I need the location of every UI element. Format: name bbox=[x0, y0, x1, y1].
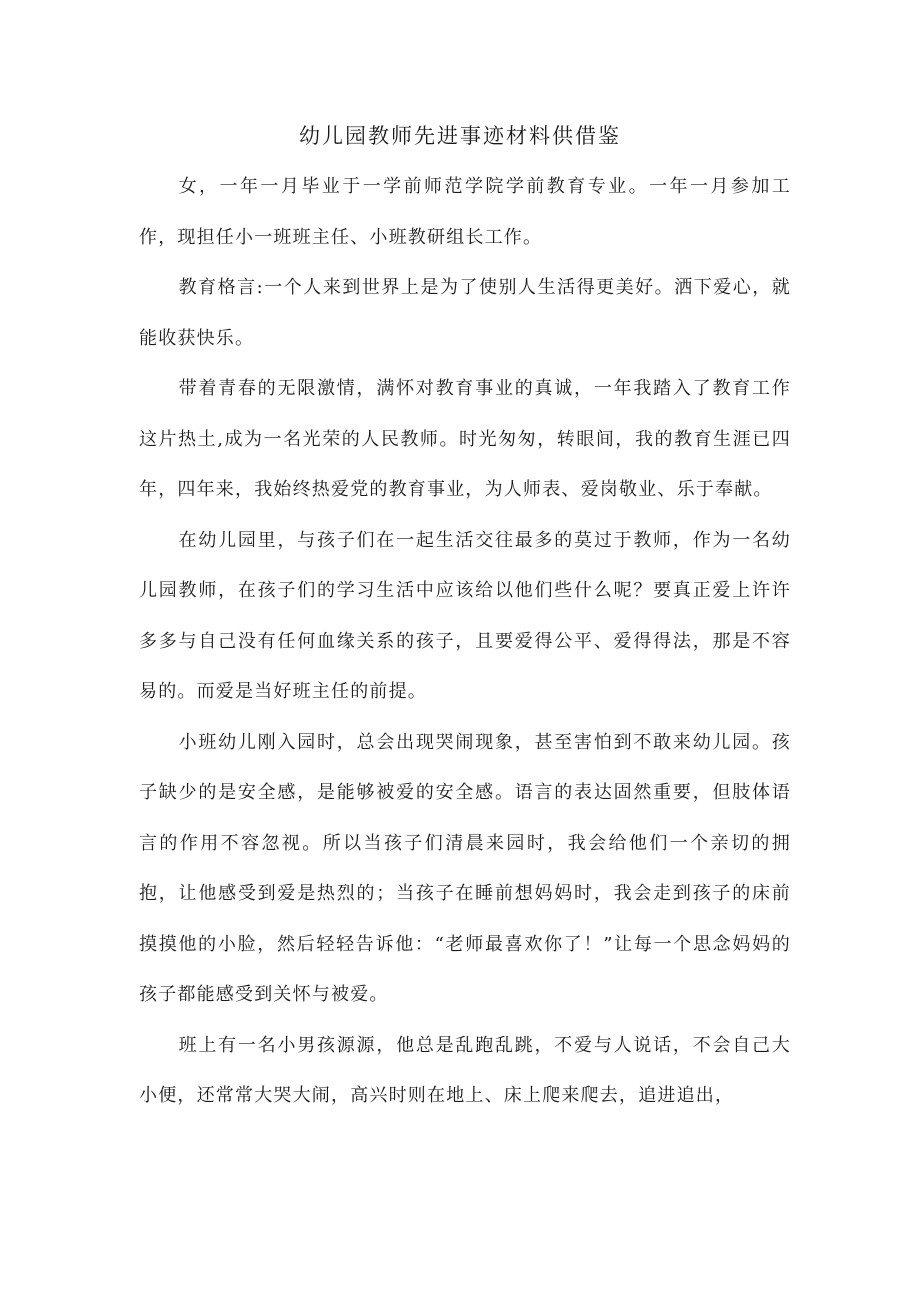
paragraph-career: 带着青春的无限激情，满怀对教育事业的真诚，一年我踏入了教育工作这片热土,成为一名光荣的人民教师。时光匆匆，转眼间，我的教育生涯已四年，四年来，我始终热爱党的教育事业，为人师表、爱岗敬业、乐于奉献。 bbox=[139, 378, 791, 500]
paragraph-yuanyuan: 班上有一名小男孩源源，他总是乱跑乱跳，不爱与人说话，不会自己大小便，还常常大哭大闹，高兴时则在地上、床上爬来爬去，追进追出， bbox=[139, 1034, 791, 1106]
paragraph-intro: 女，一年一月毕业于一学前师范学院学前教育专业。一年一月参加工作，现担任小一班班主任、小班教研组长工作。 bbox=[139, 176, 791, 248]
paragraph-motto: 教育格言:一个人来到世界上是为了使别人生活得更美好。洒下爱心，就能收获快乐。 bbox=[139, 277, 791, 349]
paragraph-small-class: 小班幼儿刚入园时，总会出现哭闹现象，甚至害怕到不敢来幼儿园。孩子缺少的是安全感，是能够被爱的安全感。语言的表达固然重要，但肢体语言的作用不容忽视。所以当孩子们清晨来园时，我会给他们一个亲切的拥抱，让他感受到爱是热烈的；当孩子在睡前想妈妈时，我会走到孩子的床前摸摸他的小脸，然后轻轻告诉他：“老师最喜欢你了！”让每一个思念妈妈的孩子都能感受到关怀与被爱。 bbox=[139, 731, 791, 1005]
paragraph-love: 在幼儿园里，与孩子们在一起生活交往最多的莫过于教师，作为一名幼儿园教师，在孩子们的学习生活中应该给以他们些什么呢？要真正爱上许许多多与自己没有任何血缘关系的孩子，且要爱得公平、爱得得法，那是不容易的。而爱是当好班主任的前提。 bbox=[139, 529, 791, 702]
document-body bbox=[139, 162, 791, 1122]
document-title: 幼儿园教师先进事迹材料供借鉴 bbox=[299, 124, 621, 148]
